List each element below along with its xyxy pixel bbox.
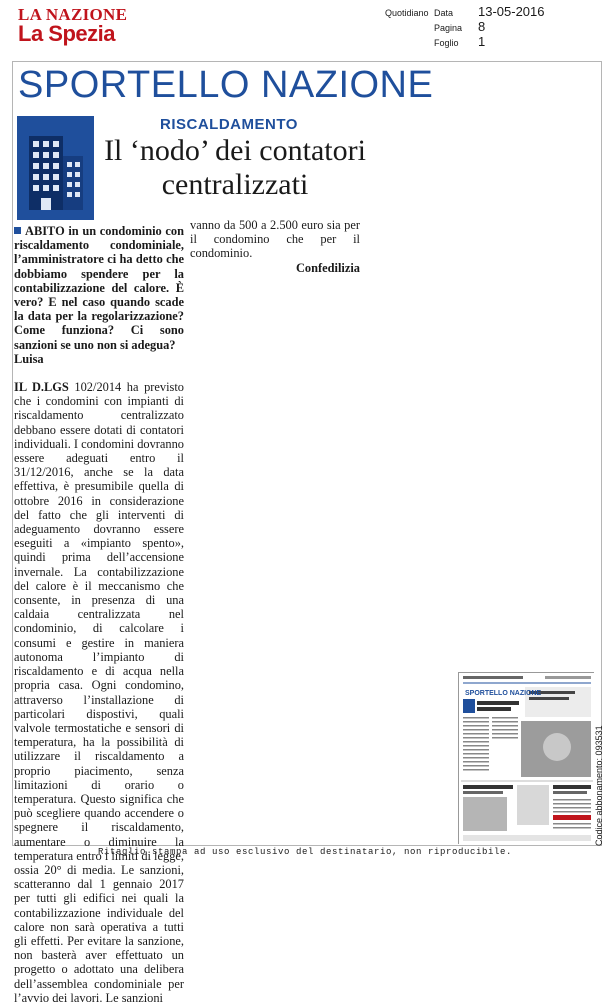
answer-continuation: vanno da 500 a 2.500 euro sia per il condomino che per il condominio.	[190, 218, 360, 261]
article-kicker: RISCALDAMENTO	[160, 116, 298, 133]
reader-signature: Luisa	[14, 351, 44, 366]
reader-letter	[14, 224, 184, 352]
article-column-left	[14, 224, 184, 1005]
article-column-right	[190, 218, 360, 275]
meta-label: Data	[434, 8, 454, 18]
subscription-code: Codice abbonamento: 093531	[594, 725, 604, 846]
answer-body: 102/2014 ha previsto che i condomini con impianti di riscaldamento centralizzato debbano essere dotati di contatori individuali. I condomini dovranno essere adeguati entro il 31/12/2016, anche se la data effettiva, è presumibile quella di ottobre 2016 in considerazione del fatto che gli interventi di adeguamento dovranno essere eseguiti a «impianto spento», quindi prima dell’accensione invernale. La contabilizzazione del calore è il meccanismo che consente, in presenza di una caldaia centralizzata nel condominio, di calcolare i consumi e gestire in maniera autonoma l’impianto di riscaldamento e di acqua nella propria casa. Ogni condomino, attraverso l’installazione di particolari dispostivi, quali valvole termostatiche e sensori di temperatura, ha la possibilità di utilizzare il riscaldamento a proprio piacimento, senza limitazioni di orario o temperatura. Questo significa che può scegliere quando accendere o spegnere il riscaldamento, aumentare o diminuire la temperatura entro i limiti di legge, ossia 20° di media. Le sanzioni, scatteranno dal 1 gennaio 2017 per tutti gli edifici nei quali la contabilizzazione individuale del calore non sarà operativa a tutti gli effetti. Per evitare la sanzione, non basterà aver effettuato un progetto o adottato una delibera dell’assemblea condominiale per l’avvio dei lavori. Le sanzioni	[14, 380, 185, 1005]
reproduction-notice: Ritaglio stampa ad uso esclusivo del destinatario, non riproducibile.	[97, 847, 513, 857]
answer-signature: Confedilizia	[295, 260, 360, 275]
thumbnail-section-title: SPORTELLO NAZIONE	[465, 690, 542, 697]
thumbnail-page-icon	[459, 673, 595, 845]
meta-row-sheet	[434, 34, 604, 49]
expert-answer	[14, 380, 184, 1005]
meta-row-page	[434, 19, 604, 34]
meta-label: Pagina	[434, 23, 463, 33]
masthead-line2: La Spezia	[18, 21, 115, 46]
reader-letter-text: ABITO in un condominio con riscaldamento condominiale, l’amministratore ci ha detto che dobbiamo spendere per la contabilizzazione del calore. È vero? E nel caso quando scade la data per la regolarizzazione? Come funziona? Ci sono sanzioni se uno non si adegua?	[14, 224, 184, 352]
meta-row-date	[434, 4, 604, 19]
masthead-logo	[18, 7, 148, 45]
meta-value: 8	[478, 19, 486, 34]
building-icon	[17, 116, 94, 220]
clipping-meta	[434, 4, 604, 49]
section-title: SPORTELLO NAZIONE	[18, 64, 434, 106]
meta-value: 13-05-2016	[478, 4, 545, 19]
answer-lead: IL D.LGS	[14, 380, 69, 395]
masthead-line1: LA NAZIONE	[18, 5, 128, 24]
bullet-square-icon	[14, 227, 21, 234]
page-thumbnail	[458, 672, 594, 844]
meta-value: 1	[478, 34, 486, 49]
publication-type: Quotidiano	[385, 8, 429, 18]
article-headline: Il ‘nodo’ dei contatori centralizzati	[104, 134, 366, 201]
meta-label: Foglio	[434, 38, 459, 48]
